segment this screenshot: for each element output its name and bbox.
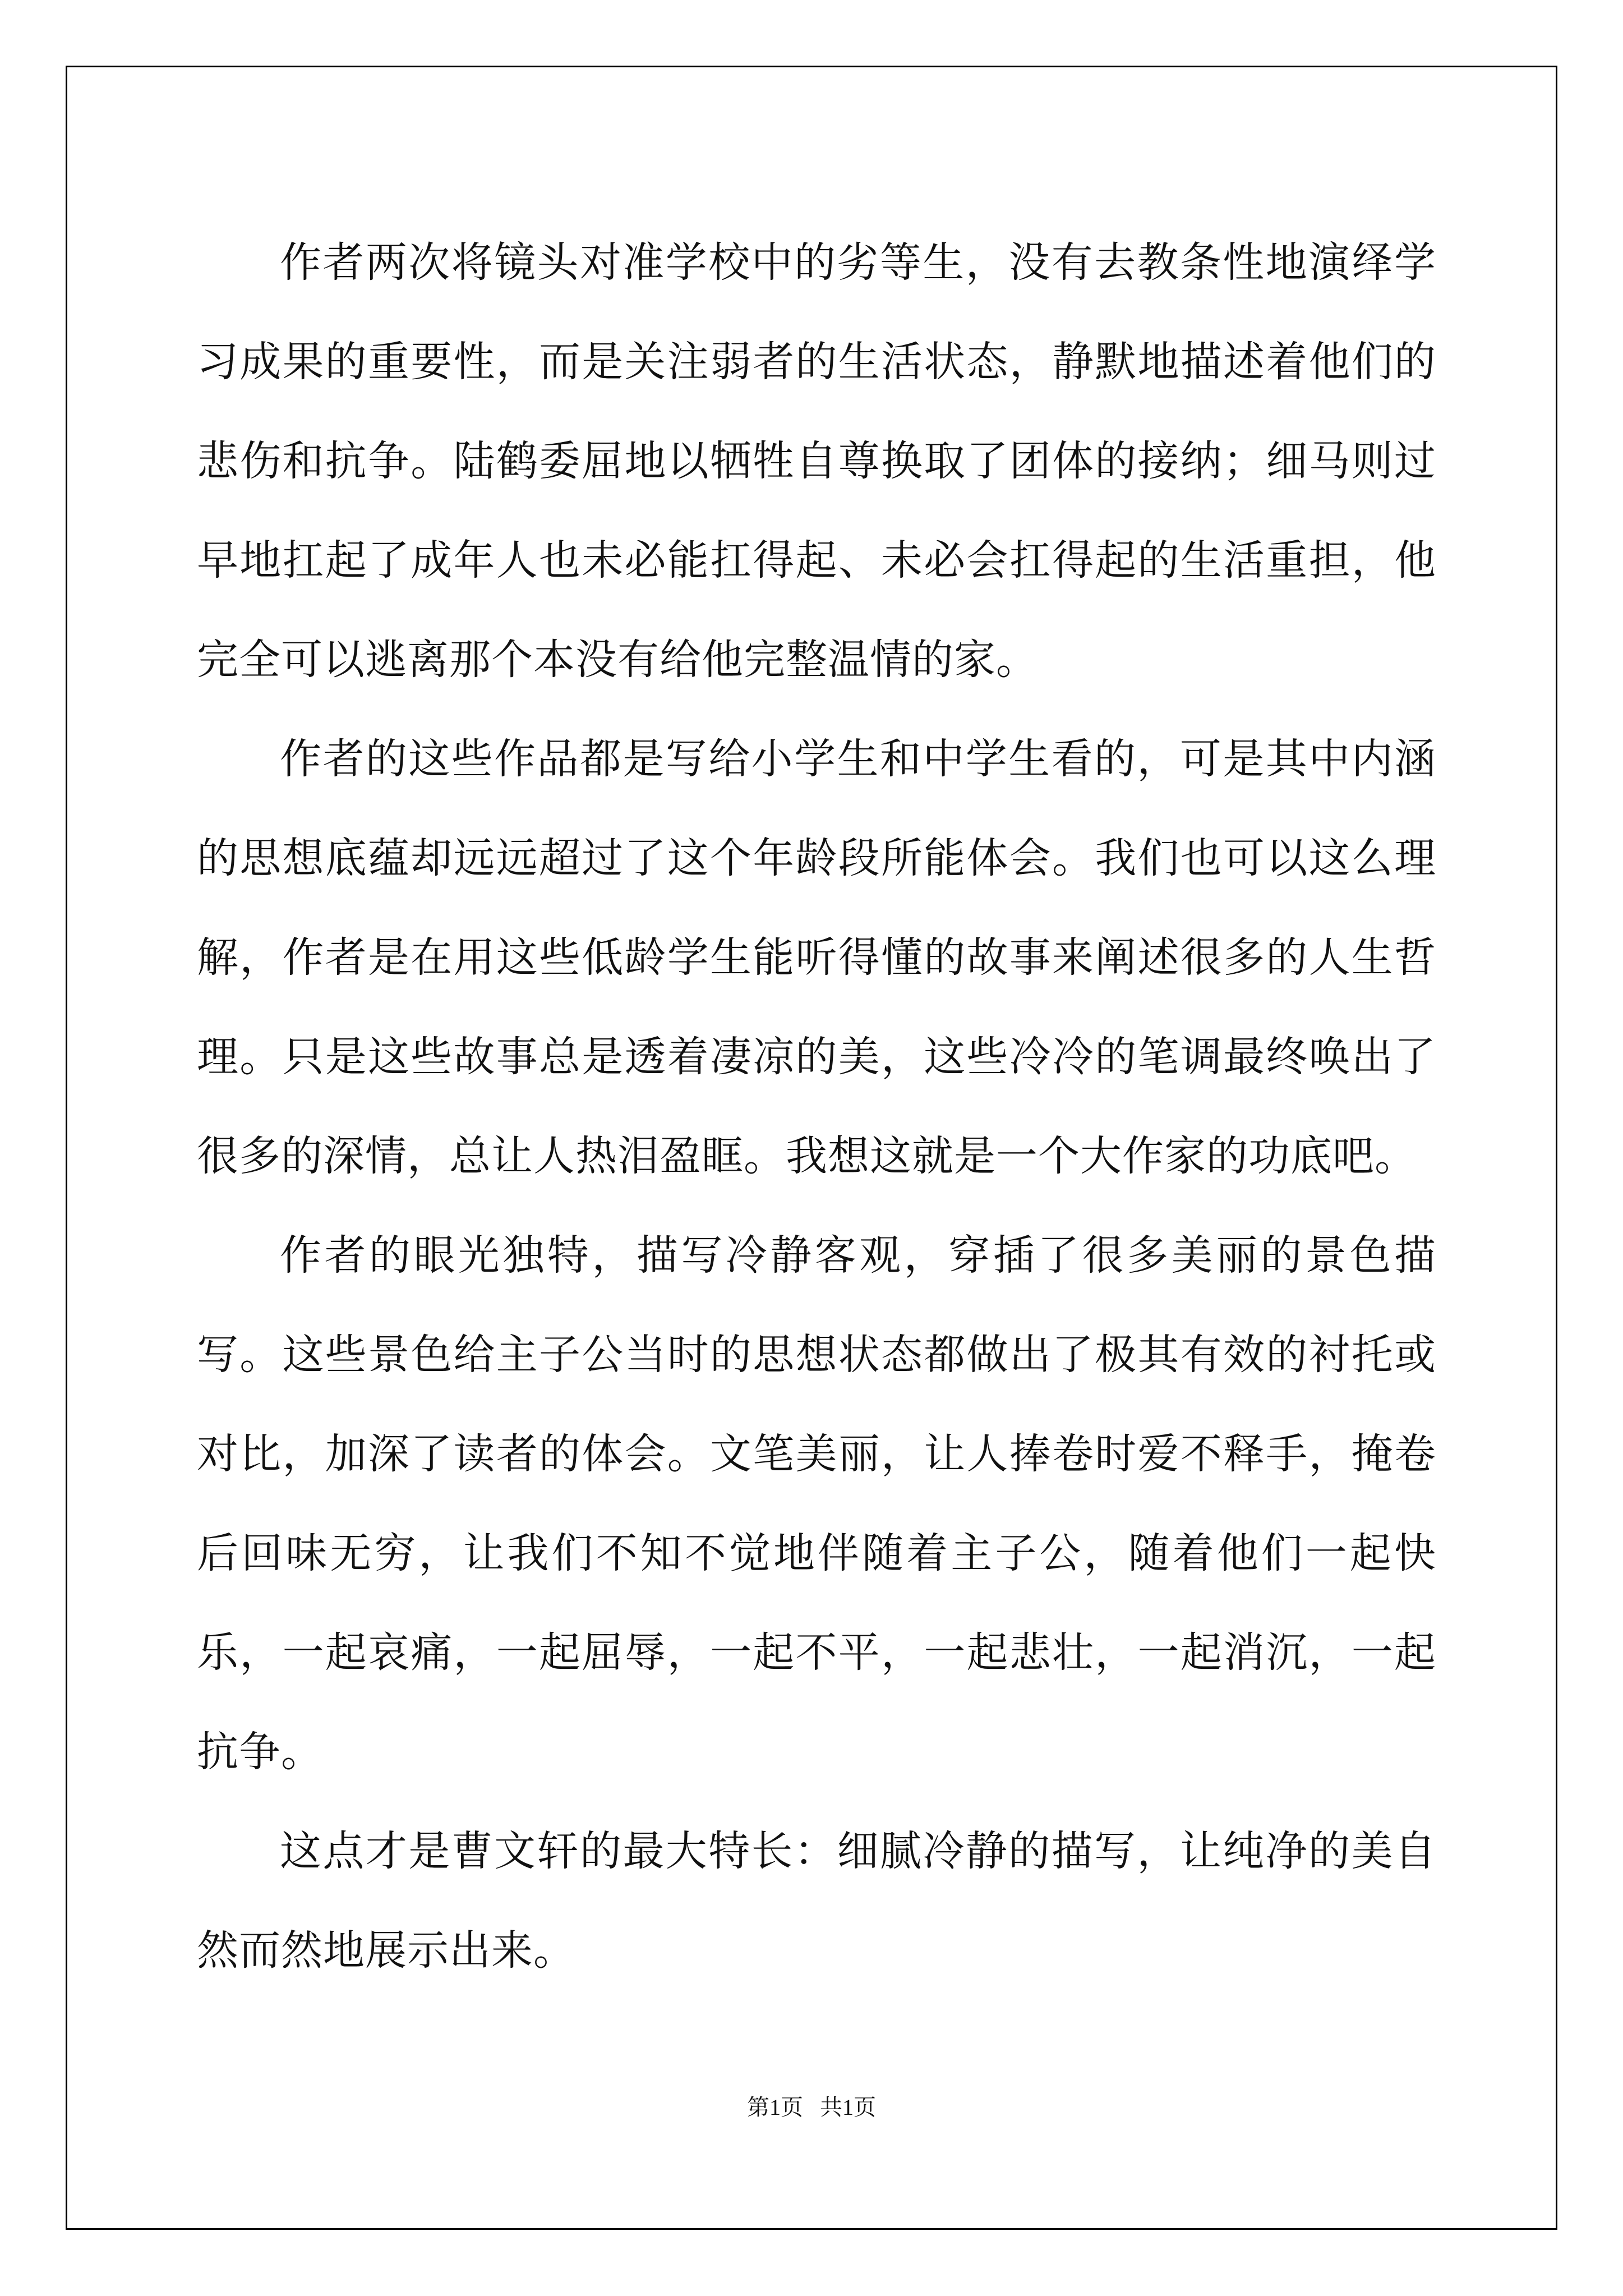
paragraph-3: 作者的眼光独特，描写冷静客观，穿插了很多美丽的景色描写。这些景色给主子公当时的思想状态都做出了极其有效的衬托或对比，加深了读者的体会。文笔美丽，让人捧卷时爱不释手，掩卷后回味无穷，让我们不知不觉地伴随着主子公，随着他们一起快乐，一起哀痛，一起屈辱，一起不平，一起悲壮，一起消沉，一起抗争。 — [197, 1231, 1436, 1776]
page-number-footer: 第1页 共1页 — [747, 2095, 876, 2120]
document-body — [197, 213, 1436, 2000]
paragraph-2: 作者的这些作品都是写给小学生和中学生看的，可是其中内涵的思想底蕴却远远超过了这个年龄段所能体会。我们也可以这么理解，作者是在用这些低龄学生能听得懂的故事来阐述很多的人生哲理。只是这些故事总是透着凄凉的美，这些冷冷的笔调最终唤出了很多的深情，总让人热泪盈眶。我想这就是一个大作家的功底吧。 — [197, 735, 1436, 1180]
paragraph-4: 这点才是曹文轩的最大特长：细腻冷静的描写，让纯净的美自然而然地展示出来。 — [197, 1827, 1436, 1975]
paragraph-1: 作者两次将镜头对准学校中的劣等生，没有去教条性地演绎学习成果的重要性，而是关注弱者的生活状态，静默地描述着他们的悲伤和抗争。陆鹤委屈地以牺牲自尊换取了团体的接纳；细马则过早地扛起了成年人也未必能扛得起、未必会扛得起的生活重担，他完全可以逃离那个本没有给他完整温情的家。 — [197, 238, 1436, 684]
